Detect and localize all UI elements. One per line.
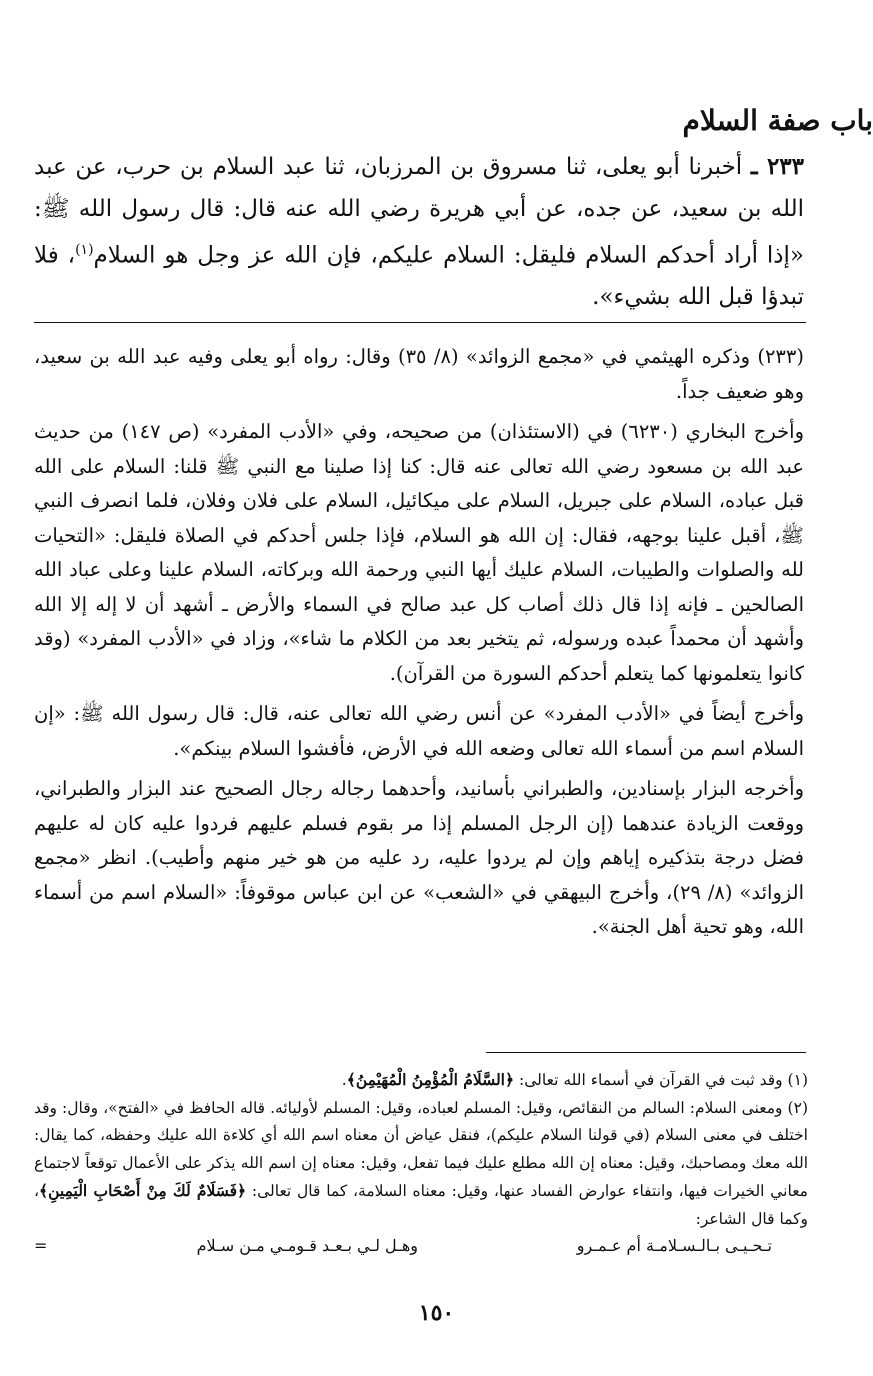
commentary-paragraph: (٢٣٣) وذكره الهيثمي في «مجمع الزوائد» (٨/ ٣٥) وقال: رواه أبو يعلى وفيه عبد الله بن سعيد، وهو ضعيف جداً. [34, 345, 804, 403]
hadith-number: ٢٣٣ ـ [750, 153, 805, 180]
chapter-title: باب صفة السلام [682, 104, 873, 137]
page-number: ١٥٠ [418, 1300, 455, 1326]
commentary-section [34, 340, 804, 951]
footnote-2-quran-quote: ﴿فَسَلَامٌ لَكَ مِنْ أَصْحَابِ الْيَمِينِ﴾ [39, 1181, 247, 1200]
main-divider [34, 322, 806, 323]
footnote-2-text: (٢) ومعنى السلام: السالم من النقائص، وقيل: المسلم لعباده، وقيل: المسلم لأوليائه. قاله الحافظ في «الفتح»، وقال: وقد اختلف في معنى السلام (في قولنا السلام عليكم)، فنقل عياض أن معناه اسم الله أي كلاءة الله عليك وحفظه، كما يقال: الله معك ومصاحبك، وقيل: معناه إن الله مطلع عليك فيما تفعل، وقيل: معناه إن اسم الله يذكر على الأعمال توقعاً لاجتماع معاني الخيرات فيها، وانتفاء عوارض الفساد عنها، وقيل: معناه السلامة، كما قال تعالى: [34, 1098, 808, 1200]
commentary-paragraph: وأخرج البخاري (٦٢٣٠) في (الاستئذان) من صحيحه، وفي «الأدب المفرد» (ص ١٤٧) من حديث عبد الله بن مسعود رضي الله تعالى عنه قال: كنا إذا صلينا مع النبي ﷺ قلنا: السلام على الله قبل عباده، السلام على جبريل، السلام على ميكائيل، السلام على فلان وفلان، فلما انصرف النبي ﷺ، أقبل علينا بوجهه، فقال: إن الله هو السلام، فإذا جلس أحدكم في الصلاة فليقل: «التحيات لله والصلوات والطيبات، السلام عليك أيها النبي ورحمة الله وبركاته، السلام علينا وعلى عباد الله الصالحين ـ فإنه إذا قال ذلك أصاب كل عبد صالح في السماء والأرض ـ أشهد أن لا إله إلا الله وأشهد أن محمداً عبده ورسوله، ثم يتخير بعد من الكلام ما شاء»، وزاد في «الأدب المفرد» (وقد كانوا يتعلمونها كما يتعلم أحدكم السورة من القرآن). [34, 420, 804, 685]
footnote-1-text: (١) وقد ثبت في القرآن في أسماء الله تعالى: [519, 1071, 808, 1089]
poetry-verse [34, 1236, 808, 1266]
footnote-1-end: . [341, 1071, 347, 1089]
footnote-1 [34, 1066, 808, 1095]
verse-second-hemistich: وهـل لـي بـعـد قـومـي مـن سـلام [196, 1236, 418, 1255]
footnotes-section [34, 1066, 808, 1233]
commentary-paragraph: وأخرجه البزار بإسنادين، والطبراني بأسانيد، وأحدهما رجاله رجال الصحيح عند البزار والطبراني، ووقعت الزيادة عندهما (إن الرجل المسلم إذا مر بقوم فسلم عليهم فردوا عليه كان له عليهم فضل درجة بتذكيره إياهم وإن لم يردوا عليه، رد عليه من هو خير منهم وأطيب). انظر «مجمع الزوائد» (٨/ ٢٩)، وأخرج البيهقي في «الشعب» عن ابن عباس موقوفاً: «السلام اسم من أسماء الله، وهو تحية أهل الجنة». [34, 777, 804, 938]
hadith-body-part-b: ، فلا تبدؤا قبل الله بشيء». [34, 242, 804, 311]
hadith-text [34, 146, 804, 319]
commentary-paragraph: وأخرج أيضاً في «الأدب المفرد» عن أنس رضي الله تعالى عنه، قال: قال رسول الله ﷺ: «إن السلام اسم من أسماء الله تعالى وضعه الله في الأرض، فأفشوا السلام بينكم». [34, 702, 804, 760]
footnote-2 [34, 1095, 808, 1234]
footnote-reference-1: (١) [75, 242, 94, 258]
continuation-mark: = [34, 1236, 48, 1255]
hadith-body-part-a: أخبرنا أبو يعلى، ثنا مسروق بن المرزبان، ثنا عبد السلام بن حرب، عن عبد الله بن سعيد، عن جده، عن أبي هريرة رضي الله عنه قال: قال رسول الله ﷺ: «إذا أراد أحدكم السلام فليقل: السلام عليكم، فإن الله عز وجل هو السلام [34, 154, 805, 269]
footnote-divider [486, 1052, 806, 1053]
footnote-1-quran-quote: ﴿السَّلَامُ الْمُؤْمِنُ الْمُهَيْمِنُ﴾ [346, 1070, 515, 1089]
verse-first-hemistich: تـحـيـى بـالـسـلامـة أم عـمـرو [576, 1236, 772, 1255]
footnote-2-text-end: ، وكما قال الشاعر: [34, 1182, 808, 1228]
